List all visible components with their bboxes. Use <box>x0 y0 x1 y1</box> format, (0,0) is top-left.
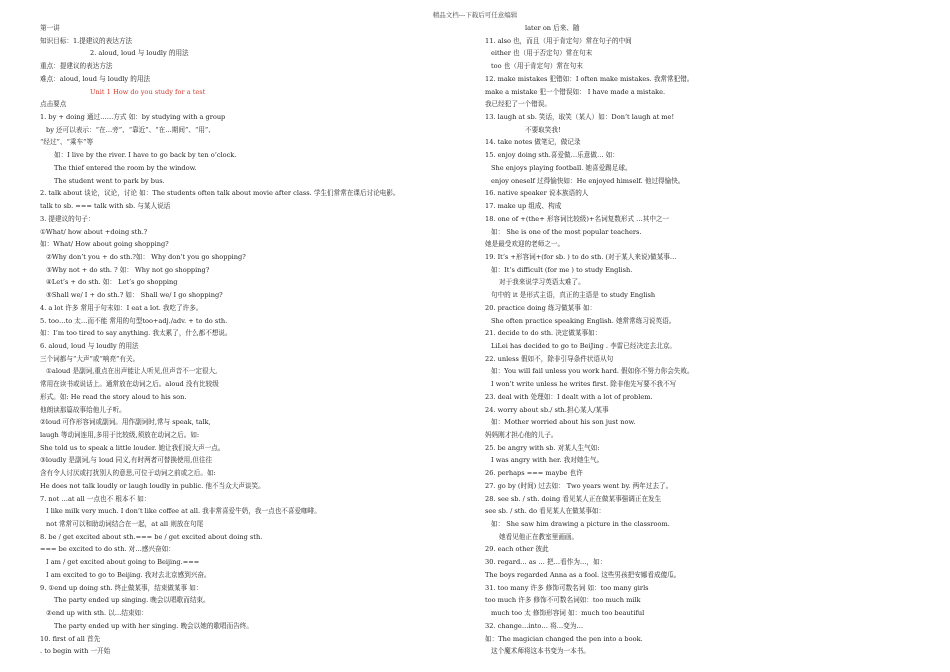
left-line: 4. a lot 许多 常用于句末如：I eat a lot. 我吃了许多。 <box>40 303 203 312</box>
left-line: 知识目标：1.提建议的表达方法 <box>40 36 133 45</box>
right-line: 11. also 也，而且（用于肯定句）常在句子的中间 <box>485 36 632 45</box>
left-line: 他朗读那篇故事给他儿子听。 <box>40 405 126 414</box>
page-header: 精品文档---下载后可任意编辑 <box>432 11 518 19</box>
left-line: ②end up with sth. 以…结束如： <box>46 609 148 618</box>
right-line: She enjoys playing football. 她喜爱踢足球。 <box>491 163 632 172</box>
right-line: 21. decide to do sth. 决定做某事如： <box>485 329 602 338</box>
right-line: 这个魔术师将这本书变为一本书。 <box>491 647 590 656</box>
right-line: 13. laugh at sb. 笑话，取笑（某人）如：Don’t laugh at me! <box>485 113 675 122</box>
right-line: 15. enjoy doing sth.喜爱做…乐意做… 如： <box>485 151 619 160</box>
left-line: ③Why not + do sth. ? 如： Why not go shopping? <box>46 265 210 274</box>
left-line: 2. talk about 谈论，议论，讨论 如：The students often talk about movie after class. 学生们常常在课后讨论电影。 <box>40 189 400 198</box>
right-line: 19. It’s +形容词+(for sb. ) to do sth. (对于某人来说)做某事… <box>485 252 677 261</box>
right-line: 如：The magician changed the pen into a book. <box>485 634 643 643</box>
left-line: by 还可以表示：“在…旁”、“靠近”、“在…期间”、“用”、 <box>46 125 215 134</box>
right-line: 她看见他正在教室里画画。 <box>499 532 579 541</box>
right-line: The boys regarded Anna as a fool. 这些男孩把安娜看成傻瓜。 <box>485 570 681 579</box>
right-line: 31. too many 许多 修饰可数名词 如：too many girls <box>485 583 649 592</box>
right-line: 16. native speaker 说本族语的人 <box>485 189 589 198</box>
left-line: 如：I live by the river. I have to go back by ten o’clock. <box>54 151 237 160</box>
left-line: 形式。如: He read the story aloud to his son. <box>40 392 187 401</box>
left-line: The thief entered the room by the window. <box>54 163 197 172</box>
left-line: 5. too…to 太…而不能 常用的句型too+adj./adv. + to do sth. <box>40 316 228 325</box>
right-line: enjoy oneself 过得愉快如：He enjoyed himself. 他过得愉快。 <box>491 176 685 185</box>
right-line: 26. perhaps === maybe 也许 <box>485 469 583 478</box>
left-line: 8. be / get excited about sth.=== be / get excited about doing sth. <box>40 532 263 541</box>
right-line: 如：You will fail unless you work hard. 假如你不努力你会失败。 <box>491 367 694 376</box>
left-line: I am / get excited about going to Beijing.=== <box>46 558 200 567</box>
right-line: much too 太 修饰形容词 如：much too beautiful <box>491 609 645 618</box>
right-line: 如： She is one of the most popular teachers. <box>491 227 642 236</box>
right-line: 她是最受欢迎的老师之一。 <box>485 240 565 249</box>
left-line: 第一讲 <box>40 24 60 32</box>
right-line: 24. worry about sb./ sth.担心某人/某事 <box>485 405 609 414</box>
left-line: Unit 1 How do you study for a test <box>90 87 206 96</box>
right-line: She often practice speaking English. 她常常练习说英语。 <box>491 316 676 325</box>
right-line: 25. be angry with sb. 对某人生气如: <box>485 443 600 452</box>
left-line: talk to sb. === talk with sb. 与某人说话 <box>40 202 171 211</box>
right-line: 对于我来说学习英语太难了。 <box>499 278 585 287</box>
left-line: 10. first of all 首先 <box>40 634 101 643</box>
left-line: “经过”、“乘车”等 <box>40 138 94 147</box>
left-line: The student went to park by bus. <box>54 176 165 185</box>
left-line: 难点：aloud, loud 与 loudly 的用法 <box>40 74 151 83</box>
left-line: ⑤Shall we/ I + do sth.? 如： Shall we/ I go shopping? <box>46 291 223 300</box>
right-line: LiLei has decided to go to BeiJing . 李雷已经决定去北京。 <box>491 341 677 350</box>
left-line: 三个词都与“大声”或“响亮”有关。 <box>40 354 140 363</box>
left-line: === be excited to do sth. 对…感兴奋如： <box>40 545 175 554</box>
left-line: The party ended up singing. 晚会以唱歌而结束。 <box>54 596 210 605</box>
left-line: I am excited to go to Beijing. 我对去北京感到兴奋。 <box>46 570 211 579</box>
left-line: ④Let’s + do sth. 如： Let’s go shopping <box>46 278 178 287</box>
right-line: 23. deal with 处理如：I dealt with a lot of problem. <box>485 392 653 401</box>
left-line: ①aloud 是副词,重点在出声能让人听见,但声音不一定很大, <box>46 367 218 376</box>
right-line: 17. make up 组成、构成 <box>485 202 562 211</box>
left-line: I like milk very much. I don’t like coffee at all. 我非常喜爱牛奶，我一点也不喜爱咖啡。 <box>46 507 321 516</box>
right-line: too 也（用于肯定句）常在句末 <box>491 62 583 71</box>
left-line: 2. aloud, loud 与 loudly 的用法 <box>90 49 189 58</box>
left-line: 如：What/ How about going shopping? <box>40 240 169 249</box>
left-line: 重点：提建议的表达方法 <box>40 62 113 71</box>
left-line: . to begin with 一开始 <box>40 647 111 656</box>
left-line: 含有令人讨厌或打扰别人的意思,可位于动词之前或之后。如: <box>40 469 216 478</box>
left-line: 7. not …at all 一点也不 根本不 如： <box>40 494 151 503</box>
left-line: 点击要点 <box>40 100 67 109</box>
right-line: 22. unless 假如不，除非引导条件状语从句 <box>485 354 614 363</box>
left-line: 常用在读书或说话上。通常放在动词之后。aloud 没有比较级 <box>40 380 219 389</box>
right-line: either 也（用于否定句）常在句末 <box>491 49 593 58</box>
right-line: too much 许多 修饰不可数名词如：too much milk <box>485 596 641 605</box>
right-line: 30. regard… as … 把…看作为…，如： <box>485 558 607 567</box>
right-line: 12. make mistakes 犯错如：I often make mistakes. 我常常犯错。 <box>485 74 694 83</box>
right-line: 32. change…into… 将…变为… <box>485 621 584 630</box>
left-line: laugh 等动词连用,多用于比较级,须放在动词之后。如: <box>40 431 200 439</box>
right-line: later on 后来、随 <box>525 24 580 32</box>
left-line: She told us to speak a little louder. 她让我们说大声一点。 <box>40 443 225 452</box>
right-line: 如： She saw him drawing a picture in the classroom. <box>491 520 670 529</box>
left-line: ①What/ how about +doing sth.? <box>40 227 148 236</box>
right-column <box>485 22 925 658</box>
left-line: ③loudly 是副词,与 loud 同义,有时两者可替换使用,但往往 <box>40 456 213 465</box>
right-line: 如：It’s difficult (for me ) to study English. <box>491 265 633 274</box>
right-line: 14. take notes 做笔记，做记录 <box>485 138 581 147</box>
left-line: ②Why don’t you + do sth.?如： Why don’t you go shopping? <box>46 252 246 261</box>
left-line: ②loud 可作形容词或副词。用作副词时,常与 speak, talk, <box>40 418 211 427</box>
right-line: I was angry with her. 我对她生气。 <box>491 456 604 465</box>
right-line: 妈妈刚才担心他的儿子。 <box>485 431 558 439</box>
left-line: 如：I’m too tired to say anything. 我太累了，什么都不想说。 <box>40 329 232 338</box>
left-line: 1. by + doing 通过……方式 如：by studying with a group <box>40 113 226 122</box>
left-line: The party ended up with her singing. 晚会以她的歌唱而告终。 <box>54 621 253 630</box>
left-column <box>40 22 458 658</box>
right-line: 27. go by (时间) 过去如： Two years went by. 两年过去了。 <box>485 481 673 490</box>
right-line: 29. each other 彼此 <box>485 545 549 554</box>
left-line: 6. aloud, loud 与 loudly 的用法 <box>40 341 139 350</box>
right-line: make a mistake 犯一个错误如： I have made a mistake. <box>485 87 666 96</box>
right-line: I won’t write unless he writes first. 除非他先写要不我不写 <box>491 380 677 389</box>
left-line: He does not talk loudly or laugh loudly in public. 他不当众大声谈笑。 <box>40 481 265 490</box>
left-line: 3. 提建议的句子： <box>40 214 95 223</box>
right-line: 28. see sb. / sth. doing 看见某人正在做某事强调正在发生 <box>485 494 662 503</box>
right-line: 20. practice doing 练习做某事 如： <box>485 303 597 312</box>
left-line: 9. ①end up doing sth. 终止做某事，结束做某事 如： <box>40 583 203 592</box>
right-line: see sb. / sth. do 看见某人在做某事如： <box>485 507 606 516</box>
right-line: 不要取笑我! <box>525 125 561 134</box>
right-line: 我已经犯了一个错误。 <box>485 100 551 109</box>
right-line: 句中的 it 是形式主语，真正的主语是 to study English <box>491 291 656 300</box>
right-line: 18. one of +(the+ 形容词比较级)+名词复数形式 …其中之一 <box>485 214 670 223</box>
right-line: 如：Mother worried about his son just now. <box>491 418 636 427</box>
left-line: not 常常可以和助动词结合在一起，at all 则放在句尾 <box>46 520 204 529</box>
